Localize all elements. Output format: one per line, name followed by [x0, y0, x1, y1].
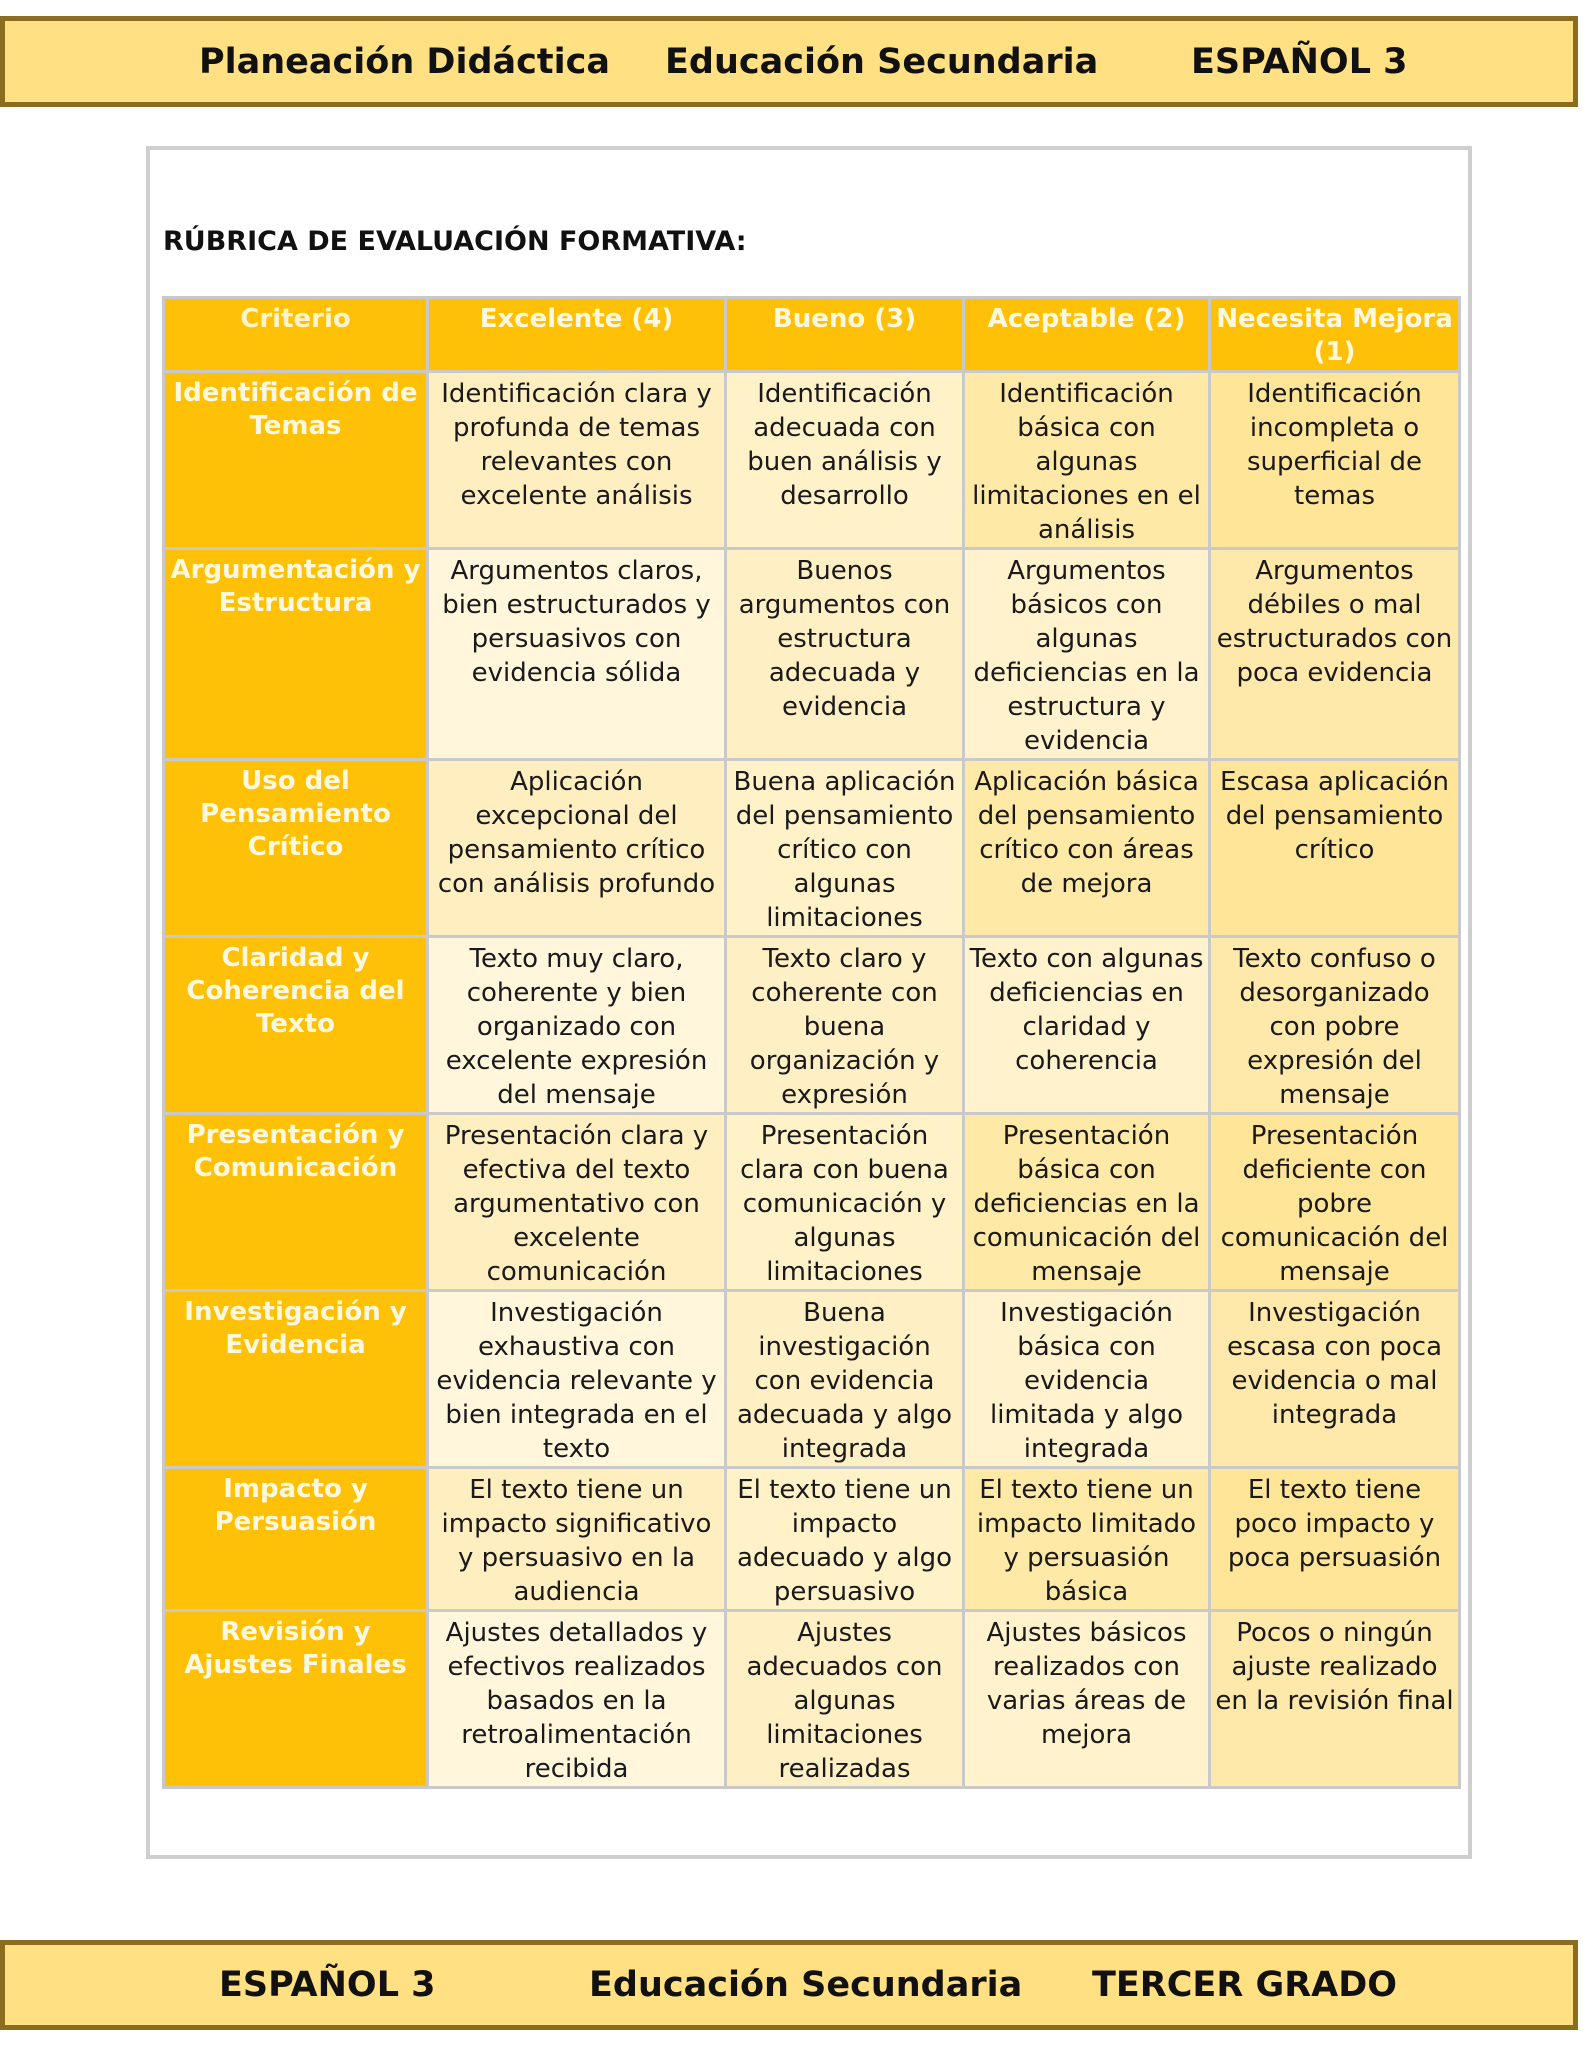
page-header [0, 16, 1578, 107]
rubric-cell-aceptable: Identificación básica con algunas limitaciones en el análisis [964, 372, 1210, 549]
footer-center-text: Educación Secundaria [589, 1965, 1023, 2005]
rubric-cell-necesita-mejora: Identificación incompleta o superficial de temas [1210, 372, 1460, 549]
rubric-cell-excelente: Argumentos claros, bien estructurados y persuasivos con evidencia sólida [428, 549, 726, 760]
rubric-cell-excelente: Ajustes detallados y efectivos realizados basados en la retroalimentación recibida [428, 1611, 726, 1788]
table-row [164, 549, 1460, 760]
rubric-cell-necesita-mejora: Investigación escasa con poca evidencia o mal integrada [1210, 1291, 1460, 1468]
page-footer [0, 1940, 1578, 2030]
rubric-cell-bueno: El texto tiene un impacto adecuado y algo persuasivo [726, 1468, 964, 1611]
criterion-cell: Investigación y Evidencia [164, 1291, 428, 1468]
criterion-cell: Impacto y Persuasión [164, 1468, 428, 1611]
table-row [164, 760, 1460, 937]
column-header-criterio: Criterio [164, 298, 428, 372]
header-left-text: Planeación Didáctica [199, 41, 610, 82]
rubric-cell-aceptable: Aplicación básica del pensamiento crítico con áreas de mejora [964, 760, 1210, 937]
rubric-cell-bueno: Texto claro y coherente con buena organización y expresión [726, 937, 964, 1114]
criterion-cell: Claridad y Coherencia del Texto [164, 937, 428, 1114]
rubric-cell-aceptable: Investigación básica con evidencia limitada y algo integrada [964, 1291, 1210, 1468]
column-header-necesita-mejora: Necesita Mejora (1) [1210, 298, 1460, 372]
table-row [164, 1114, 1460, 1291]
footer-left-text: ESPAÑOL 3 [219, 1965, 436, 2005]
table-row [164, 1611, 1460, 1788]
column-header-bueno: Bueno (3) [726, 298, 964, 372]
criterion-cell: Revisión y Ajustes Finales [164, 1611, 428, 1788]
table-row [164, 1468, 1460, 1611]
header-center-text: Educación Secundaria [665, 41, 1099, 82]
rubric-cell-necesita-mejora: Pocos o ningún ajuste realizado en la revisión final [1210, 1611, 1460, 1788]
rubric-cell-excelente: Texto muy claro, coherente y bien organizado con excelente expresión del mensaje [428, 937, 726, 1114]
column-header-excelente: Excelente (4) [428, 298, 726, 372]
rubric-cell-bueno: Ajustes adecuados con algunas limitaciones realizadas [726, 1611, 964, 1788]
rubric-cell-aceptable: Presentación básica con deficiencias en la comunicación del mensaje [964, 1114, 1210, 1291]
table-row [164, 372, 1460, 549]
rubric-cell-bueno: Buena aplicación del pensamiento crítico con algunas limitaciones [726, 760, 964, 937]
rubric-cell-excelente: Investigación exhaustiva con evidencia relevante y bien integrada en el texto [428, 1291, 726, 1468]
footer-right-text: TERCER GRADO [1092, 1965, 1398, 2005]
rubric-cell-excelente: Presentación clara y efectiva del texto argumentativo con excelente comunicación [428, 1114, 726, 1291]
header-right-text: ESPAÑOL 3 [1191, 41, 1408, 82]
rubric-cell-bueno: Buena investigación con evidencia adecuada y algo integrada [726, 1291, 964, 1468]
rubric-header-row [164, 298, 1460, 372]
rubric-cell-excelente: El texto tiene un impacto significativo y persuasivo en la audiencia [428, 1468, 726, 1611]
rubric-cell-necesita-mejora: Escasa aplicación del pensamiento crítico [1210, 760, 1460, 937]
criterion-cell: Presentación y Comunicación [164, 1114, 428, 1291]
rubric-cell-bueno: Buenos argumentos con estructura adecuada y evidencia [726, 549, 964, 760]
column-header-aceptable: Aceptable (2) [964, 298, 1210, 372]
rubric-cell-aceptable: El texto tiene un impacto limitado y persuasión básica [964, 1468, 1210, 1611]
rubric-cell-necesita-mejora: Argumentos débiles o mal estructurados con poca evidencia [1210, 549, 1460, 760]
rubric-cell-excelente: Identificación clara y profunda de temas relevantes con excelente análisis [428, 372, 726, 549]
criterion-cell: Identificación de Temas [164, 372, 428, 549]
table-row [164, 937, 1460, 1114]
criterion-cell: Argumentación y Estructura [164, 549, 428, 760]
rubric-cell-necesita-mejora: Texto confuso o desorganizado con pobre expresión del mensaje [1210, 937, 1460, 1114]
rubric-title: RÚBRICA DE EVALUACIÓN FORMATIVA: [163, 226, 747, 257]
rubric-cell-bueno: Identificación adecuada con buen análisis y desarrollo [726, 372, 964, 549]
rubric-cell-aceptable: Ajustes básicos realizados con varias áreas de mejora [964, 1611, 1210, 1788]
table-row [164, 1291, 1460, 1468]
rubric-cell-excelente: Aplicación excepcional del pensamiento crítico con análisis profundo [428, 760, 726, 937]
rubric-cell-aceptable: Texto con algunas deficiencias en claridad y coherencia [964, 937, 1210, 1114]
rubric-cell-necesita-mejora: El texto tiene poco impacto y poca persuasión [1210, 1468, 1460, 1611]
rubric-cell-bueno: Presentación clara con buena comunicación y algunas limitaciones [726, 1114, 964, 1291]
criterion-cell: Uso del Pensamiento Crítico [164, 760, 428, 937]
rubric-cell-necesita-mejora: Presentación deficiente con pobre comunicación del mensaje [1210, 1114, 1460, 1291]
rubric-cell-aceptable: Argumentos básicos con algunas deficiencias en la estructura y evidencia [964, 549, 1210, 760]
rubric-table [162, 296, 1461, 1789]
